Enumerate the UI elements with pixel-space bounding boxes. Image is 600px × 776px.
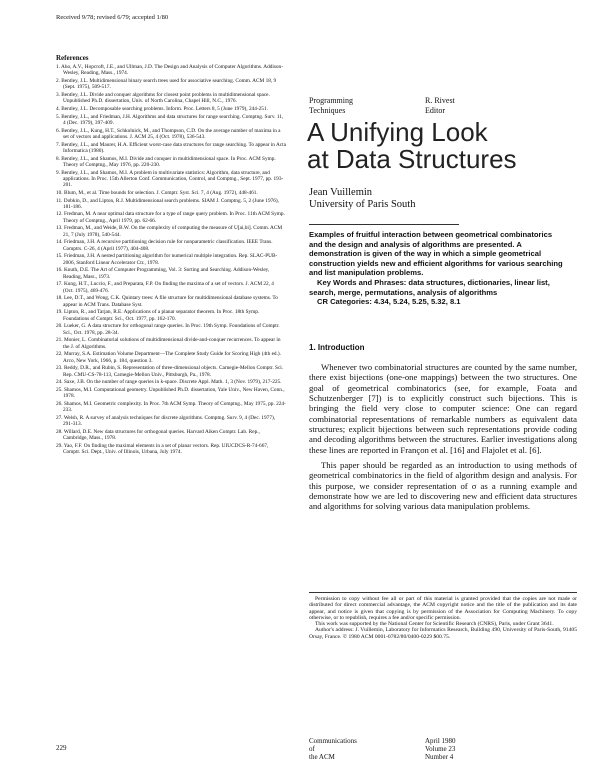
footnote-rule xyxy=(309,592,577,593)
reference-item: 5. Bentley, J.L., and Friedman, J.H. Algorithms and data structures for range searching. Comptng. Surv. 11, 4 (Dec. 1979), 397-409. xyxy=(56,113,284,126)
reference-item: 10. Blum, M., et al. Time bounds for selection. J. Comptr. Syst. Sci. 7, 4 (Aug. 1972), 448-461. xyxy=(56,189,258,196)
reference-item: 4. Bentley, J.L. Decomposable searching problems. Inform. Proc. Letters 8, 5 (June 1979), 244-251. xyxy=(56,105,268,112)
reference-item: 8. Bentley, J.L., and Shamos, M.I. Divide and conquer in multidimensional space. In Proc. ACM Symp. Theory of Comptng., May 1976, pp. 220-230. xyxy=(56,155,276,168)
editor-label xyxy=(425,96,455,116)
title-line-2: at Data Structures xyxy=(307,143,517,174)
reference-item: 18. Lee, D.T., and Wong, C.K. Quintary trees: A file structure for multidimensional database systems. To appear in ACM Trans. Database Syst. xyxy=(56,295,278,308)
reference-item: 28. Willard, D.E. New data structures for orthogonal queries. Harvard Aiken Comptr. Lab. Rep., Cambridge, Mass., 1978. xyxy=(56,428,260,442)
reference-item: 9. Bentley, J.L., and Shamos, M.I. A problem in multivariate statistics: Algorithm, data structure, and applications. In Proc. 15th Allerton Conf. Communication, Control, and Comptng., Sept. 1977, pp. 193-201. xyxy=(56,169,284,189)
references-list xyxy=(56,64,286,457)
footnote-support: This work was supported by the National Center for Scientific Research (CNRS), Paris, under Grant 3641. xyxy=(315,621,554,628)
author-block xyxy=(309,187,415,211)
reference-item: 25. Shamos, M.I. Computational geometry. Unpublished Ph.D. dissertation, Yale Univ., New Haven, Conn., 1978. xyxy=(56,386,285,400)
footnote-address: Author's address: J. Vuillemin, Laboratory for Informatics Research, Building 490, University of Paris-South, 91405 Orsay, France. © 1980 ACM 0001-0782/80/0400-0229 $00.75. xyxy=(309,627,577,640)
footnote-permission: Permission to copy without fee all or part of this material is granted provided that the copies are not made or distributed for direct commercial advantage, the ACM copyright notice and the title of the publication and its date appear, and notice is given that copying is by permission of the Association for Computing Machinery. To copy otherwise, or to republish, requires a fee and/or specific permission. xyxy=(309,596,577,621)
reference-item: 26. Shamos, M.I. Geometric complexity. In Proc. 7th ACM Symp. Theory of Comptng., May 1975, pp. 224-233. xyxy=(56,400,286,414)
abstract-text: Examples of fruitful interaction between geometrical combinatorics and the design and analysis of algorithms are presented. A demonstration is given of the way in which a simple geometrical construction yields new and efficient algorithms for various searching and list manipulation problems. xyxy=(309,230,563,278)
reference-item: 27. Welsh, R. A survey of analysis techniques for discrete algorithms. Comptng. Surv. 9, 4 (Dec. 1977), 291-313. xyxy=(56,414,276,428)
received-dates: Received 9/78; revised 6/79; accepted 1/80 xyxy=(56,14,169,21)
reference-item: 20. Lueker, G. A data structure for orthogonal range queries. In Proc. 19th Symp. Foundations of Comptr. Sci., Oct. 1978, pp. 28-34. xyxy=(56,323,280,336)
reference-item: 1. Aho, A.V., Hopcroft, J.E., and Ullman, J.D. The Design and Analysis of Computer Algorithms. Addison-Wesley, Reading, Mass., 1974. xyxy=(56,64,283,77)
reference-item: 21. Monier, L. Combinatorial solutions of multidimensional divide-and-conquer recurrences. To appear in the J. of Algorithms. xyxy=(56,337,281,350)
abstract-rule xyxy=(309,224,459,225)
reference-item: 15. Friedman, J.H. A nested partitioning algorithm for numerical multiple integration. Rep. SLAC-PUB-2006, Stanford Linear Accelerator Ctr., 1978. xyxy=(56,253,278,266)
issue-date: April 1980 xyxy=(425,737,456,745)
reference-item: 24. Saxe, J.B. On the number of range queries in k-space. Discrete Appl. Math. 1, 3 (Nov. 1979), 217-225. xyxy=(56,379,282,386)
journal-line-1: Communications xyxy=(309,737,357,745)
intro-paragraph-1: Whenever two combinatorial structures are counted by the same number, there exist bijections (one-one mappings) between the two structures. One goal of geometrical combinatorics (see, for example, Foata and Schutzenberger [7]) is to explicitly construct such bijections. This is bringing the field very close to computer science: One can regard combinatorial representations of remarkable numbers as equivalent data structures; explicit bijections between such representations provide coding and decoding algorithms between the structures. Earlier investigations along these lines are reported in Françon et al. [16] and Flajolet et al. [6]. xyxy=(309,362,577,455)
reference-item: 12. Fredman, M. A near optimal data structure for a type of range query problem. In Proc. 11th ACM Symp. Theory of Comptng., April 1979, pp. 62-66. xyxy=(56,211,285,224)
issue-volume: Volume 23 xyxy=(425,745,456,753)
reference-item: 11. Dobkin, D., and Lipton, R.J. Multidimensional search problems. SIAM J. Comptng. 5, 2 (June 1976), 181-186. xyxy=(56,197,279,210)
reference-item: 23. Reddy, D.R., and Rubin, S. Representation of three-dimensional objects. Carnegie-Mellon Comptr. Sci. Rep. CMU-CS-78-113, Carnegie-Mellon Univ., Pittsburgh, Pa., 1978. xyxy=(56,365,284,378)
reference-item: 22. Murray, S.A. Estimation Volume Department—The Complete Study Guide for Scoring High (4th ed.). Arco, New York, 1966, p. 184, question 3. xyxy=(56,351,281,364)
author-affiliation: University of Paris South xyxy=(309,199,416,210)
reference-item: 14. Friedman, J.H. A recursive partitioning decision rule for nonparametric classification. IEEE Trans. Comptrs. C-26, 4 (April 1977), 404-408. xyxy=(56,239,273,252)
paper-title xyxy=(307,119,577,172)
department-line-2: Techniques xyxy=(309,106,346,115)
reference-item: 6. Bentley, J.L., Kung, H.T., Schkolnick, M., and Thompson, C.D. On the average number of maxima in a set of vectors and applications. J. ACM 25, 4 (Oct. 1978), 536-543. xyxy=(56,127,281,140)
issue-number: Number 4 xyxy=(425,753,454,761)
author-name: Jean Vuillemin xyxy=(309,187,373,198)
abstract xyxy=(309,230,564,307)
journal-line-2: of xyxy=(309,745,315,753)
reference-item: 19. Lipton, R., and Tarjan, R.E. Applications of a planar separator theorem. In Proc. 18th Symp. Foundations of Comptr. Sci., Oct. 1977, pp. 162-170. xyxy=(56,309,260,322)
reference-item: 16. Knuth, D.E. The Art of Computer Programming, Vol. 3: Sorting and Searching. Addison-Wesley, Reading, Mass., 1973. xyxy=(56,267,270,280)
journal-line-3: the ACM xyxy=(309,753,335,761)
journal-name xyxy=(309,737,357,761)
reference-item: 7. Bentley, J.L., and Maurer, H.A. Efficient worst-case data structures for range searching. To appear in Acta Informatica (1980). xyxy=(56,141,286,154)
issue-info xyxy=(425,737,456,761)
introduction-body xyxy=(309,362,577,512)
page-number: 229 xyxy=(56,744,67,752)
reference-item: 2. Bentley, J.L. Multidimensional binary search trees used for associative searching. Comm. ACM 18, 9 (Sept. 1975), 509-517. xyxy=(56,77,277,91)
reference-item: 3. Bentley, J.L. Divide and conquer algorithms for closest point problems in multidimensional space. Unpublished Ph.D. dissertation, Univ. of North Carolina, Chapel Hill, N.C., 1976. xyxy=(56,91,270,105)
references-heading: References xyxy=(56,54,89,62)
reference-item: 17. Kung, H.T., Luccio, F., and Preparata, F.P. On finding the maxima of a set of vectors. J. ACM 22, 4 (Oct. 1975), 469-476. xyxy=(56,281,274,294)
reference-item: 13. Fredman, M., and Weide, B.W. On the complexity of computing the measure of U[ai,bi]. Comm. ACM 21, 7 (July 1978), 540-544. xyxy=(56,225,283,238)
cr-categories: CR Categories: 4.34, 5.24, 5.25, 5.32, 8.1 xyxy=(317,297,461,307)
department-line-1: Programming xyxy=(309,96,353,105)
intro-paragraph-2: This paper should be regarded as an introduction to using methods of geometrical combinatorics in the field of algorithm design and analysis. For this purpose, we consider representation of σ as a running example and demonstrate how we are led to discovering new and efficient data structures and algorithms for solving various data manipulation problems. xyxy=(309,460,577,512)
keywords: Key Words and Phrases: data structures, dictionaries, linear list, search, merge, permutations, analysis of algorithms xyxy=(309,277,550,297)
reference-item: 29. Yao, F.F. On finding the maximal elements in a set of planar vectors. Rep. UIUCDCS-R-74-667, Comptr. Sci. Dept., Univ. of Illinois, Urbana, July 1974. xyxy=(56,442,269,456)
editor-role: Editor xyxy=(425,106,445,115)
department-label xyxy=(309,96,353,116)
section-heading: 1. Introduction xyxy=(309,343,365,352)
editor-name: R. Rivest xyxy=(425,96,455,105)
title-line-1: A Unifying Look xyxy=(307,117,488,147)
footnotes xyxy=(309,596,577,640)
